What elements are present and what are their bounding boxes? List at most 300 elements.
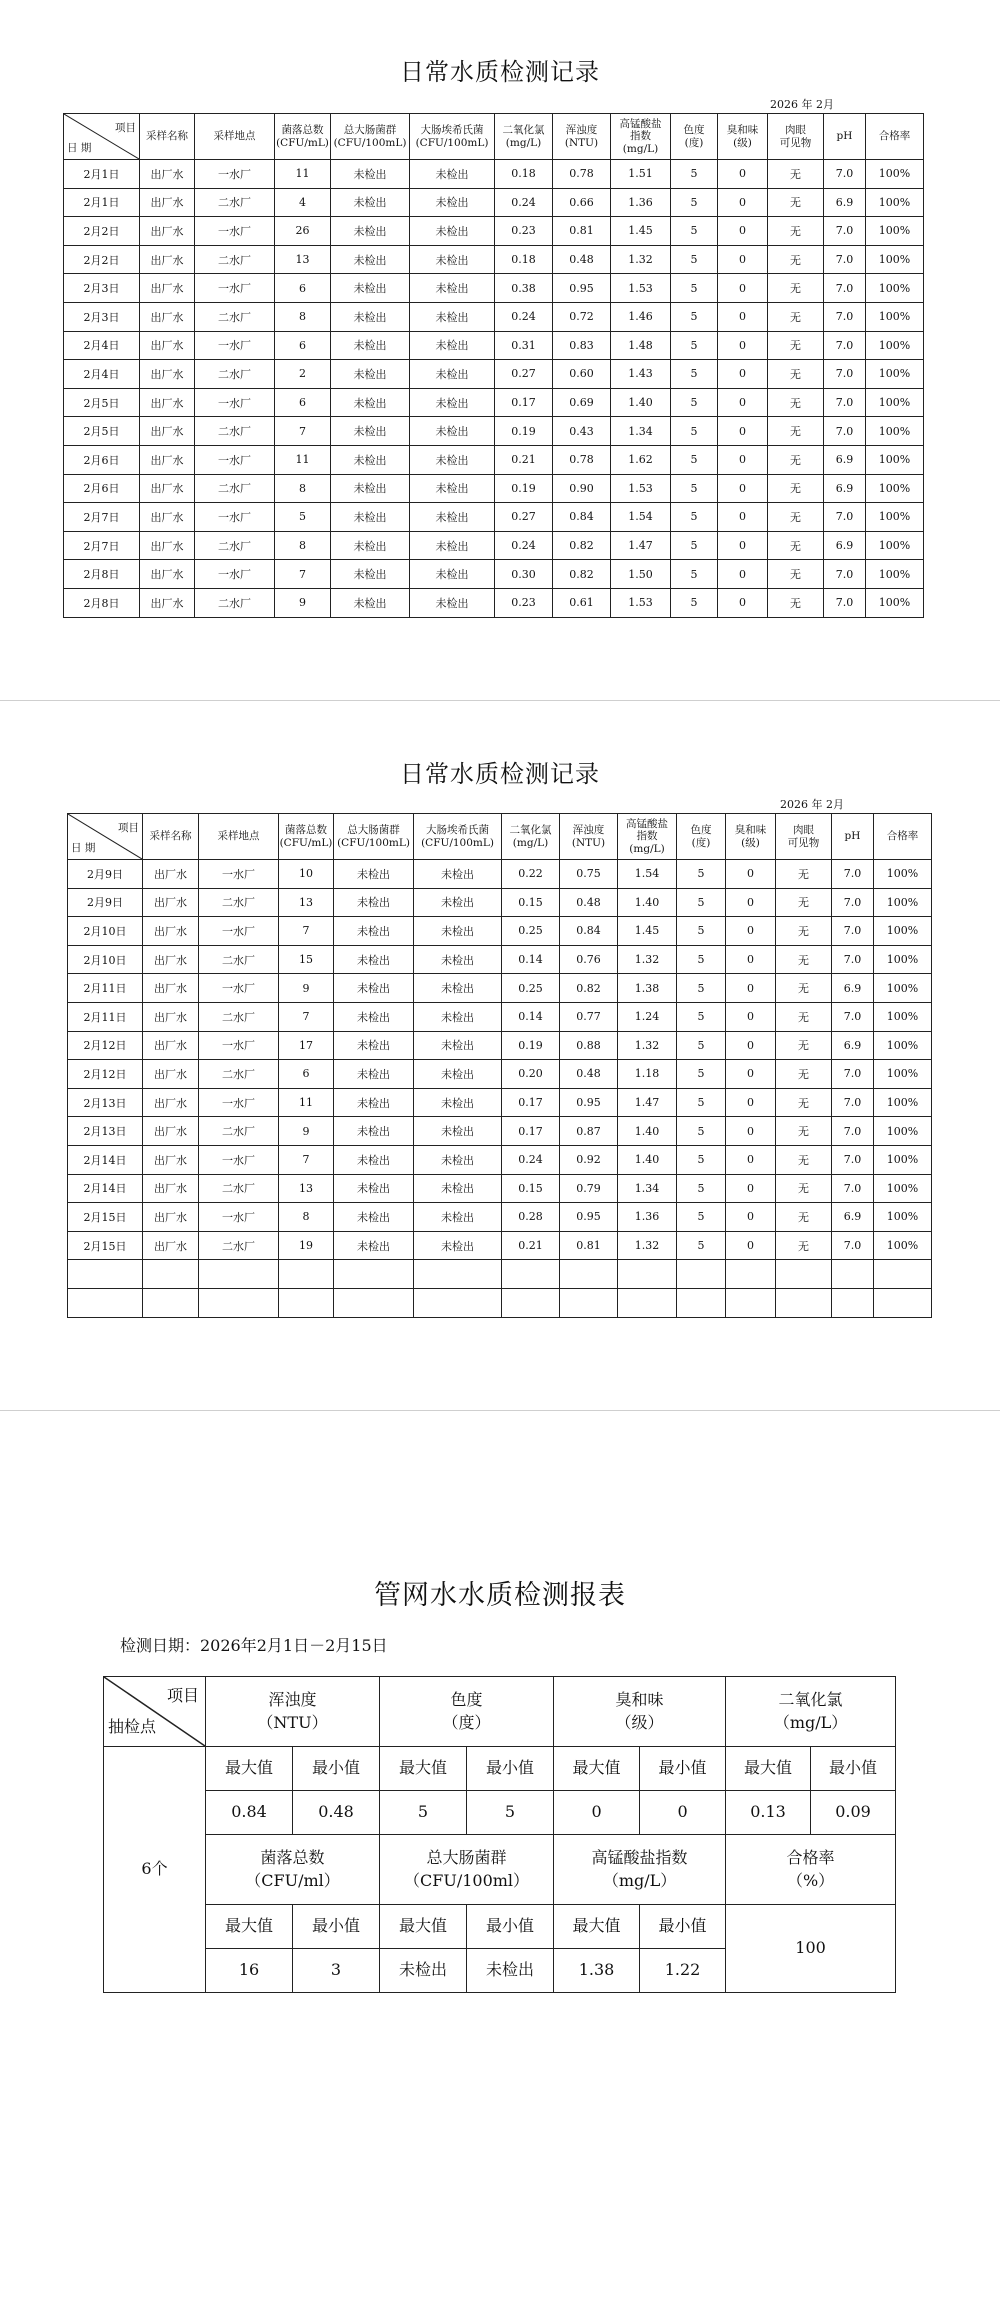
col-header-e-coli: 大肠埃希氏菌 (CFU/100mL) [410,114,495,160]
table-row [64,560,924,589]
cell-date: 2月9日 [68,860,143,889]
cell-total-coliform: 未检出 [331,360,410,389]
cell-chlorine-dioxide: 0.21 [495,445,553,474]
cell-permanganate-index: 1.32 [618,1031,677,1060]
cell-e-coli [414,1260,502,1289]
cell-visible-matter: 无 [768,503,824,532]
cell-visible-matter: 无 [768,302,824,331]
cell-date: 2月4日 [64,331,140,360]
cell-ph [832,1288,874,1317]
cell-date: 2月6日 [64,445,140,474]
cell-sample-name: 出厂水 [140,531,195,560]
cell-e-coli: 未检出 [410,274,495,303]
cell-sample-location: 一水厂 [199,1203,279,1232]
cell-pass-rate: 100% [866,245,924,274]
cell-date [68,1260,143,1289]
cell-total-coliform: 未检出 [331,274,410,303]
col-header-colony-count: 菌落总数 (CFU/mL) [275,114,331,160]
col-header-odor: 臭和味 (级) [726,814,776,860]
max-value: 16 [206,1949,293,1993]
cell-total-coliform: 未检出 [331,588,410,617]
cell-chroma: 5 [671,160,718,189]
cell-turbidity: 0.82 [553,560,611,589]
cell-chlorine-dioxide: 0.14 [502,1002,560,1031]
cell-permanganate-index [618,1260,677,1289]
cell-ph: 7.0 [832,1174,874,1203]
cell-total-coliform: 未检出 [331,245,410,274]
param-header: 菌落总数 （CFU/ml） [206,1835,380,1905]
cell-ph: 7.0 [824,560,866,589]
cell-date: 2月7日 [64,531,140,560]
cell-pass-rate: 100% [866,503,924,532]
cell-visible-matter: 无 [776,917,832,946]
diag-top-label: 项目 [118,822,139,834]
table-row [64,245,924,274]
diag-top-label: 项目 [115,122,136,134]
cell-chlorine-dioxide: 0.17 [502,1088,560,1117]
table-row [64,445,924,474]
cell-chlorine-dioxide: 0.21 [502,1231,560,1260]
cell-chlorine-dioxide: 0.30 [495,560,553,589]
cell-chlorine-dioxide [502,1288,560,1317]
record-page-2 [0,700,1000,1411]
cell-e-coli: 未检出 [414,1231,502,1260]
cell-turbidity: 0.88 [560,1031,618,1060]
cell-odor: 0 [718,274,768,303]
cell-pass-rate [874,1288,932,1317]
cell-permanganate-index: 1.34 [611,417,671,446]
cell-sample-name: 出厂水 [140,217,195,246]
cell-e-coli: 未检出 [414,1060,502,1089]
cell-turbidity: 0.95 [560,1203,618,1232]
cell-visible-matter: 无 [776,860,832,889]
param-header: 色度 （度） [380,1677,554,1747]
table-row [64,474,924,503]
col-header-total-coliform: 总大肠菌群 (CFU/100mL) [334,814,414,860]
cell-colony-count: 7 [279,1002,334,1031]
col-header-turbidity: 浑浊度 (NTU) [553,114,611,160]
cell-e-coli [414,1288,502,1317]
cell-total-coliform: 未检出 [334,888,414,917]
cell-odor: 0 [718,360,768,389]
cell-permanganate-index: 1.40 [618,888,677,917]
cell-permanganate-index: 1.47 [611,531,671,560]
cell-pass-rate: 100% [866,274,924,303]
cell-pass-rate: 100% [866,388,924,417]
cell-ph: 7.0 [824,388,866,417]
cell-chlorine-dioxide: 0.14 [502,945,560,974]
cell-visible-matter: 无 [768,245,824,274]
cell-pass-rate: 100% [874,1203,932,1232]
cell-visible-matter: 无 [768,445,824,474]
cell-chlorine-dioxide: 0.19 [502,1031,560,1060]
cell-colony-count: 8 [275,302,331,331]
cell-ph: 7.0 [832,1002,874,1031]
diagonal-header-cell [104,1677,206,1747]
cell-pass-rate: 100% [866,531,924,560]
cell-date: 2月15日 [68,1203,143,1232]
cell-date: 2月13日 [68,1088,143,1117]
cell-pass-rate: 100% [874,945,932,974]
cell-chlorine-dioxide: 0.25 [502,917,560,946]
cell-date: 2月1日 [64,160,140,189]
cell-visible-matter: 无 [768,188,824,217]
cell-colony-count: 11 [275,160,331,189]
cell-sample-name: 出厂水 [140,445,195,474]
cell-permanganate-index: 1.50 [611,560,671,589]
table-row [68,1117,932,1146]
cell-e-coli: 未检出 [410,188,495,217]
cell-visible-matter: 无 [768,588,824,617]
cell-chlorine-dioxide: 0.15 [502,1174,560,1203]
param-header: 浑浊度 （NTU） [206,1677,380,1747]
cell-colony-count: 19 [279,1231,334,1260]
cell-odor: 0 [726,1031,776,1060]
cell-sample-location: 一水厂 [195,560,275,589]
cell-chroma: 5 [677,945,726,974]
cell-e-coli: 未检出 [410,217,495,246]
cell-colony-count: 13 [279,1174,334,1203]
cell-turbidity: 0.48 [560,1060,618,1089]
cell-visible-matter: 无 [776,1031,832,1060]
cell-colony-count: 11 [275,445,331,474]
cell-chroma: 5 [677,1088,726,1117]
cell-colony-count [279,1288,334,1317]
cell-total-coliform: 未检出 [334,1174,414,1203]
network-report-page [0,1410,1000,2299]
cell-sample-name: 出厂水 [143,1060,199,1089]
table-row [64,388,924,417]
table-row [68,917,932,946]
cell-odor: 0 [726,1088,776,1117]
min-label: 最小值 [811,1747,896,1791]
cell-chroma: 5 [671,588,718,617]
cell-total-coliform: 未检出 [331,302,410,331]
cell-e-coli: 未检出 [410,388,495,417]
cell-sample-name: 出厂水 [143,860,199,889]
cell-date: 2月11日 [68,1002,143,1031]
col-header-pass-rate: 合格率 [874,814,932,860]
cell-sample-location: 一水厂 [199,1088,279,1117]
cell-visible-matter [776,1288,832,1317]
cell-pass-rate: 100% [866,188,924,217]
cell-visible-matter: 无 [768,388,824,417]
cell-chroma: 5 [671,388,718,417]
cell-date: 2月1日 [64,188,140,217]
cell-turbidity [560,1260,618,1289]
param-header: 臭和味 （级） [554,1677,726,1747]
max-label: 最大值 [206,1747,293,1791]
cell-total-coliform: 未检出 [334,1088,414,1117]
cell-odor: 0 [726,1145,776,1174]
cell-ph: 7.0 [824,503,866,532]
cell-total-coliform [334,1260,414,1289]
cell-sample-location: 二水厂 [195,417,275,446]
cell-e-coli: 未检出 [410,417,495,446]
cell-ph: 7.0 [824,274,866,303]
table-row [64,188,924,217]
cell-e-coli: 未检出 [414,1117,502,1146]
cell-turbidity: 0.90 [553,474,611,503]
cell-colony-count: 7 [279,917,334,946]
table-row [68,1174,932,1203]
cell-sample-name: 出厂水 [140,417,195,446]
cell-visible-matter: 无 [776,1002,832,1031]
cell-e-coli: 未检出 [414,860,502,889]
max-label: 最大值 [726,1747,811,1791]
cell-visible-matter: 无 [768,531,824,560]
cell-colony-count: 5 [275,503,331,532]
cell-pass-rate: 100% [874,1031,932,1060]
param-header: 总大肠菌群 （CFU/100ml） [380,1835,554,1905]
cell-date: 2月12日 [68,1060,143,1089]
min-label: 最小值 [467,1747,554,1791]
network-report-title: 管网水水质检测报表 [374,1580,626,1611]
min-label: 最小值 [293,1747,380,1791]
cell-sample-name: 出厂水 [140,588,195,617]
table-row [68,1231,932,1260]
col-header-sample-location: 采样地点 [199,814,279,860]
cell-chlorine-dioxide: 0.23 [495,217,553,246]
cell-chlorine-dioxide: 0.18 [495,160,553,189]
cell-chlorine-dioxide: 0.28 [502,1203,560,1232]
cell-total-coliform: 未检出 [331,331,410,360]
cell-chlorine-dioxide: 0.22 [502,860,560,889]
cell-permanganate-index: 1.53 [611,588,671,617]
cell-total-coliform: 未检出 [334,1117,414,1146]
cell-permanganate-index: 1.54 [611,503,671,532]
record-page-1 [0,0,1000,700]
cell-e-coli: 未检出 [410,160,495,189]
cell-chlorine-dioxide: 0.24 [495,188,553,217]
cell-total-coliform: 未检出 [331,531,410,560]
cell-chroma: 5 [671,245,718,274]
cell-ph: 7.0 [824,360,866,389]
cell-ph: 7.0 [824,417,866,446]
cell-ph: 7.0 [832,860,874,889]
cell-pass-rate: 100% [866,417,924,446]
cell-total-coliform: 未检出 [334,1031,414,1060]
cell-sample-name: 出厂水 [143,1174,199,1203]
cell-odor: 0 [718,503,768,532]
cell-pass-rate: 100% [866,445,924,474]
cell-turbidity: 0.81 [553,217,611,246]
cell-date: 2月2日 [64,217,140,246]
cell-pass-rate: 100% [866,302,924,331]
cell-permanganate-index: 1.62 [611,445,671,474]
diag-top-label: 项目 [166,1686,199,1705]
cell-e-coli: 未检出 [410,245,495,274]
cell-chroma [677,1288,726,1317]
cell-colony-count: 26 [275,217,331,246]
cell-e-coli: 未检出 [410,360,495,389]
cell-sample-location: 一水厂 [195,388,275,417]
cell-odor: 0 [726,1060,776,1089]
cell-sample-location: 一水厂 [199,917,279,946]
cell-visible-matter [776,1260,832,1289]
cell-date: 2月5日 [64,417,140,446]
cell-chroma: 5 [677,1145,726,1174]
cell-chlorine-dioxide: 0.20 [502,1060,560,1089]
cell-permanganate-index: 1.47 [618,1088,677,1117]
cell-sample-name: 出厂水 [140,188,195,217]
cell-turbidity: 0.66 [553,188,611,217]
table-row [64,503,924,532]
max-label: 最大值 [380,1905,467,1949]
cell-colony-count: 9 [279,1117,334,1146]
cell-turbidity: 0.78 [553,445,611,474]
cell-chroma: 5 [671,360,718,389]
cell-odor: 0 [718,302,768,331]
cell-chroma: 5 [677,860,726,889]
cell-colony-count: 8 [279,1203,334,1232]
cell-chroma: 5 [671,274,718,303]
year-month: 2026 年 2月 [780,798,844,811]
cell-chroma: 5 [677,1031,726,1060]
cell-turbidity: 0.77 [560,1002,618,1031]
param-header: 二氧化氯 （mg/L） [726,1677,896,1747]
table-row [68,1260,932,1289]
max-label: 最大值 [380,1747,467,1791]
cell-sample-name [143,1260,199,1289]
cell-chroma: 5 [677,1060,726,1089]
cell-ph: 7.0 [832,1145,874,1174]
cell-date: 2月8日 [64,560,140,589]
cell-pass-rate: 100% [866,360,924,389]
max-label: 最大值 [554,1747,640,1791]
cell-sample-location: 二水厂 [199,1174,279,1203]
cell-visible-matter: 无 [768,474,824,503]
cell-chlorine-dioxide: 0.38 [495,274,553,303]
cell-sample-location: 二水厂 [199,1117,279,1146]
cell-visible-matter: 无 [776,945,832,974]
cell-ph: 6.9 [824,474,866,503]
cell-visible-matter: 无 [768,274,824,303]
cell-e-coli: 未检出 [410,445,495,474]
cell-e-coli: 未检出 [410,503,495,532]
cell-colony-count [279,1260,334,1289]
cell-chroma: 5 [671,503,718,532]
col-header-chlorine-dioxide: 二氧化氯 (mg/L) [502,814,560,860]
cell-e-coli: 未检出 [414,917,502,946]
cell-colony-count: 8 [275,474,331,503]
cell-e-coli: 未检出 [410,560,495,589]
cell-odor: 0 [726,1117,776,1146]
cell-sample-name: 出厂水 [143,1145,199,1174]
cell-ph: 6.9 [832,1203,874,1232]
cell-turbidity: 0.60 [553,360,611,389]
cell-odor: 0 [718,188,768,217]
cell-pass-rate: 100% [874,1231,932,1260]
table-row [64,531,924,560]
cell-ph: 7.0 [832,945,874,974]
cell-total-coliform: 未检出 [334,1060,414,1089]
table-row [64,274,924,303]
cell-odor [726,1288,776,1317]
table-row [68,1031,932,1060]
min-value: 1.22 [640,1949,726,1993]
cell-turbidity: 0.82 [560,974,618,1003]
cell-turbidity: 0.83 [553,331,611,360]
cell-e-coli: 未检出 [414,1145,502,1174]
table-row [64,417,924,446]
cell-pass-rate: 100% [874,860,932,889]
cell-permanganate-index: 1.48 [611,331,671,360]
cell-pass-rate: 100% [874,974,932,1003]
cell-chroma: 5 [677,888,726,917]
cell-total-coliform: 未检出 [334,974,414,1003]
cell-odor: 0 [726,974,776,1003]
cell-visible-matter: 无 [768,417,824,446]
cell-total-coliform: 未检出 [334,945,414,974]
cell-total-coliform: 未检出 [331,445,410,474]
cell-sample-name: 出厂水 [140,274,195,303]
cell-ph: 6.9 [832,1031,874,1060]
cell-e-coli: 未检出 [410,302,495,331]
cell-pass-rate: 100% [874,917,932,946]
table-row [68,974,932,1003]
min-label: 最小值 [640,1905,726,1949]
cell-permanganate-index: 1.32 [611,245,671,274]
cell-e-coli: 未检出 [414,1203,502,1232]
table-row [68,1002,932,1031]
cell-odor [726,1260,776,1289]
max-value: 0.84 [206,1791,293,1835]
cell-visible-matter: 无 [768,217,824,246]
cell-colony-count: 4 [275,188,331,217]
cell-turbidity [560,1288,618,1317]
cell-odor: 0 [726,1231,776,1260]
cell-permanganate-index: 1.40 [618,1145,677,1174]
max-value: 1.38 [554,1949,640,1993]
cell-turbidity: 0.95 [553,274,611,303]
col-header-e-coli: 大肠埃希氏菌 (CFU/100mL) [414,814,502,860]
cell-sample-name: 出厂水 [143,888,199,917]
cell-sample-name: 出厂水 [143,945,199,974]
cell-chroma: 5 [677,1231,726,1260]
cell-odor: 0 [718,160,768,189]
cell-turbidity: 0.69 [553,388,611,417]
table-row [68,860,932,889]
cell-chroma: 5 [677,1174,726,1203]
cell-permanganate-index: 1.34 [618,1174,677,1203]
cell-sample-name: 出厂水 [143,1002,199,1031]
col-header-total-coliform: 总大肠菌群 (CFU/100mL) [331,114,410,160]
cell-chroma: 5 [671,331,718,360]
cell-sample-name: 出厂水 [143,1203,199,1232]
cell-odor: 0 [726,945,776,974]
cell-total-coliform: 未检出 [334,1002,414,1031]
cell-ph: 7.0 [824,245,866,274]
cell-e-coli: 未检出 [414,1174,502,1203]
cell-colony-count: 13 [275,245,331,274]
cell-turbidity: 0.72 [553,302,611,331]
water-quality-table [63,113,924,618]
cell-date: 2月3日 [64,302,140,331]
cell-odor: 0 [718,331,768,360]
cell-odor: 0 [726,917,776,946]
cell-chroma [677,1260,726,1289]
cell-sample-location: 一水厂 [199,860,279,889]
cell-permanganate-index: 1.40 [611,388,671,417]
cell-sample-location: 一水厂 [199,974,279,1003]
cell-colony-count: 6 [279,1060,334,1089]
cell-date: 2月10日 [68,945,143,974]
cell-date: 2月12日 [68,1031,143,1060]
cell-total-coliform: 未检出 [331,417,410,446]
table-row [68,1060,932,1089]
cell-ph: 7.0 [824,160,866,189]
